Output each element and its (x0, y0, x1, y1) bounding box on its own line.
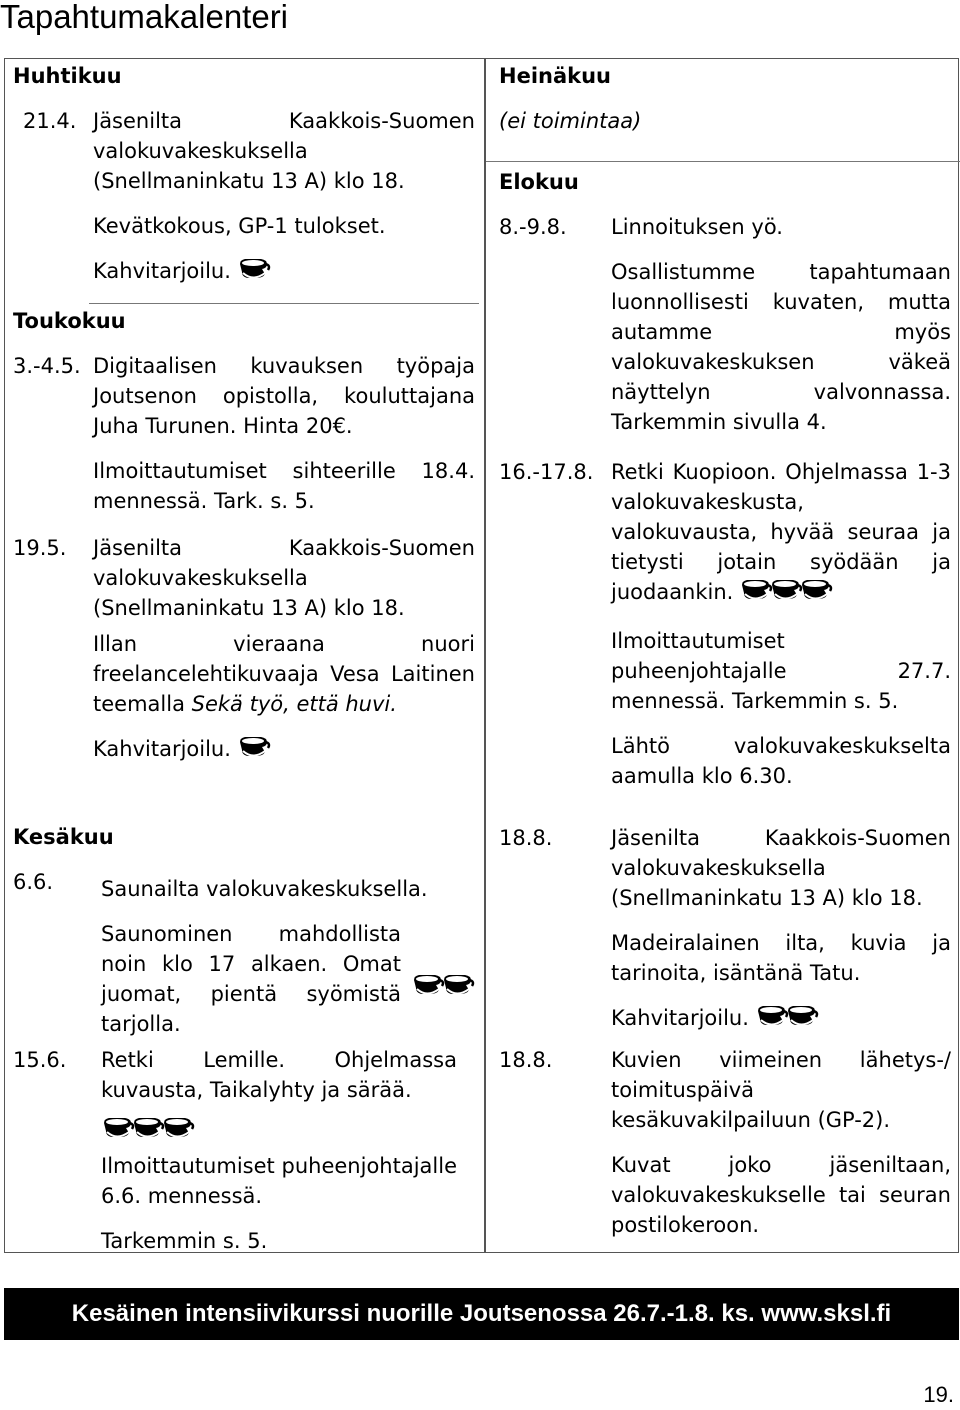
month-heading-kesakuu: Kesäkuu (13, 825, 114, 849)
event-text: Madeiralainen ilta, kuvia ja tarinoita, isäntänä Tatu. (611, 931, 951, 985)
cups (237, 256, 267, 290)
cups (101, 1115, 191, 1149)
event-description (101, 874, 475, 1039)
coffee-cup-icon (785, 1010, 815, 1034)
event-description (611, 1045, 951, 1240)
event-text: Ilmoittautumiset puheenjohtajalle 6.6. mennessä. (101, 1154, 457, 1208)
event-theme: Sekä työ, että huvi. (191, 692, 397, 716)
coffee-cup-icon (739, 584, 769, 608)
event-text: Jäsenilta Kaakkois-Suomen valokuvakeskuksella (Snellmaninkatu 13 A) klo 18. (93, 109, 475, 193)
event-date: 21.4. (23, 109, 77, 133)
event-date: 8.-9.8. (499, 215, 567, 239)
event-date: 3.-4.5. (13, 354, 81, 378)
event-text: Ilmoittautumiset puheenjohtajalle 27.7. mennessä. Tarkemmin s. 5. (611, 629, 951, 713)
event-description (93, 533, 475, 768)
left-column (4, 58, 485, 1253)
event-date: 19.5. (13, 536, 67, 560)
event-text (93, 734, 475, 768)
event-description (93, 106, 475, 290)
event-description (611, 212, 951, 437)
event-text-plain: Saunominen mahdollista noin klo 17 alkaen. Omat juomat, pientä syömistä tarjolla. (101, 922, 401, 1036)
event-text-plain: Illan vieraana nuori freelancelehtikuvaaja Vesa Laitinen teemalla (93, 632, 475, 716)
month-heading-heinakuu: Heinäkuu (499, 64, 612, 88)
coffee-label: Kahvitarjoilu. (93, 259, 231, 283)
coffee-cup-icon (441, 979, 471, 1003)
event-text: Kuvat joko jäseniltaan, valokuvakeskukselle tai seuran postilokeroon. (611, 1153, 951, 1237)
event-text: Kuvien viimeinen lähetys-/ toimituspäivä kesäkuvakilpailuun (GP-2). (611, 1048, 951, 1132)
event-text (101, 919, 401, 1039)
event-text (93, 256, 475, 290)
event-text: Retki Lemille. Ohjelmassa kuvausta, Taikalyhty ja särää. (101, 1048, 457, 1102)
page-title: Tapahtumakalenteri (0, 0, 289, 35)
event-text (101, 1115, 457, 1149)
event-description (611, 823, 951, 1037)
coffee-cup-icon (131, 1122, 161, 1146)
event-date: 18.8. (499, 1048, 553, 1072)
event-text: Kevätkokous, GP-1 tulokset. (93, 214, 386, 238)
cups (237, 734, 267, 768)
event-description (101, 1045, 457, 1256)
event-text (611, 457, 951, 611)
cups (411, 972, 471, 1006)
event-text: Saunailta valokuvakeskuksella. (101, 877, 428, 901)
event-text: Tarkemmin s. 5. (101, 1229, 268, 1253)
event-text: Ilmoittautumiset sihteerille 18.4. mennessä. Tark. s. 5. (93, 459, 475, 513)
coffee-cup-icon (101, 1122, 131, 1146)
event-date: 16.-17.8. (499, 460, 594, 484)
coffee-cup-icon (237, 263, 267, 287)
event-text: Linnoituksen yö. (611, 215, 783, 239)
cups (739, 577, 829, 611)
event-description (93, 351, 475, 516)
coffee-cup-icon (161, 1122, 191, 1146)
page-number: 19. (923, 1382, 954, 1407)
divider (89, 303, 479, 304)
event-text: Osallistumme tapahtumaan luonnollisesti kuvaten, mutta autamme myös valokuvakeskuksen väkeä näyttelyn valvonnassa. Tarkemmin sivulla 4. (611, 260, 951, 434)
event-text: Lähtö valokuvakeskukselta aamulla klo 6.30. (611, 734, 951, 788)
coffee-cup-icon (799, 584, 829, 608)
event-description (611, 457, 951, 791)
event-text: Jäsenilta Kaakkois-Suomen valokuvakeskuksella (Snellmaninkatu 13 A) klo 18. (611, 826, 951, 910)
coffee-cup-icon (411, 979, 441, 1003)
right-column (485, 58, 959, 1253)
month-heading-toukokuu: Toukokuu (13, 309, 126, 333)
event-date: 18.8. (499, 826, 553, 850)
event-text (611, 1003, 951, 1037)
month-heading-huhtikuu: Huhtikuu (13, 64, 122, 88)
no-activity-note: (ei toimintaa) (499, 109, 642, 133)
event-text: Jäsenilta Kaakkois-Suomen valokuvakeskuksella (Snellmaninkatu 13 A) klo 18. (93, 536, 475, 620)
cups (755, 1003, 815, 1037)
month-heading-elokuu: Elokuu (499, 170, 579, 194)
event-date: 6.6. (13, 870, 54, 894)
coffee-cup-icon (755, 1010, 785, 1034)
event-text: Digitaalisen kuvauksen työpaja Joutsenon opistolla, kouluttajana Juha Turunen. Hinta 20€. (93, 354, 475, 438)
divider (486, 161, 960, 162)
event-text (93, 629, 475, 719)
coffee-label: Kahvitarjoilu. (611, 1006, 749, 1030)
coffee-label: Kahvitarjoilu. (93, 737, 231, 761)
coffee-cup-icon (769, 584, 799, 608)
footer-banner: Kesäinen intensiivikurssi nuorille Joutsenossa 26.7.-1.8. ks. www.sksl.fi (4, 1288, 959, 1340)
coffee-cup-icon (237, 741, 267, 765)
event-text-plain: Retki Kuopioon. Ohjelmassa 1-3 valokuvakeskusta, valokuvausta, hyvää seuraa ja tietysti jotain syödään ja juodaankin. (611, 460, 951, 604)
event-date: 15.6. (13, 1048, 67, 1072)
